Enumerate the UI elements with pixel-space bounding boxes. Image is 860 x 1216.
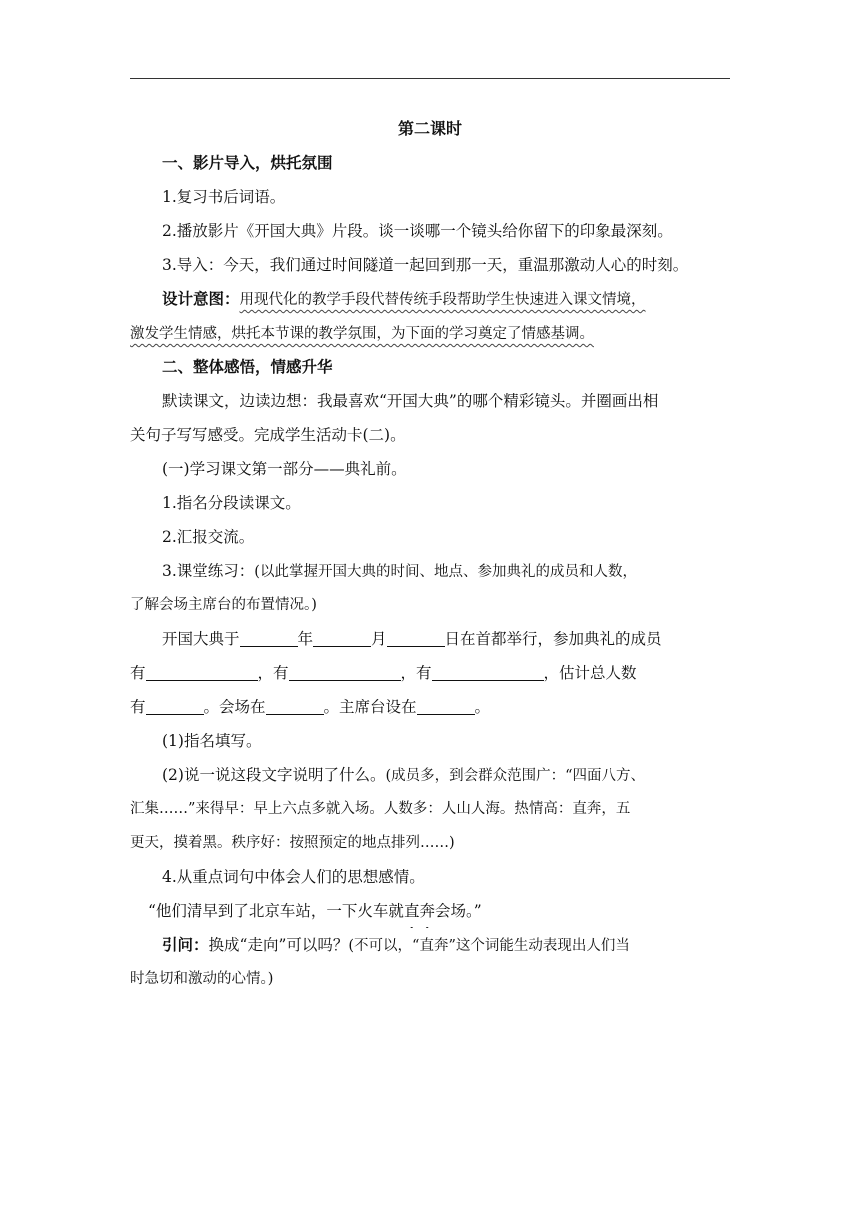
fill-in-line-3: [130, 690, 730, 724]
fill-in-line-1: [130, 622, 730, 656]
emphasis-char: 奔: [419, 902, 435, 920]
paragraph-line: 默读课文，边读边想：我最喜欢“开国大典”的哪个精彩镜头。并圈画出相: [162, 392, 659, 410]
question-text: 换成“走向”可以吗？: [208, 936, 349, 954]
question-line: [130, 928, 730, 962]
fill-text: 。会场在: [203, 698, 266, 716]
answer-text-cont: 更天，摸着黑。秩序好：按照预定的地点排列……): [130, 835, 455, 851]
list-item: 2.播放影片《开国大典》片段。谈一谈哪一个镜头给你留下的印象最深刻。: [162, 222, 673, 240]
fill-blank[interactable]: [146, 662, 258, 681]
design-intent-label: 设计意图：: [162, 290, 240, 308]
page-title: 第二课时: [397, 119, 462, 138]
fill-blank[interactable]: [417, 696, 475, 715]
design-intent-line-1: [130, 282, 730, 316]
quote-text: “他们清早到了北京车站，一下火车就: [148, 902, 404, 920]
answer-text-cont: 汇集……”来得早：早上六点多就入场。人数多：人山人海。热情高：直奔，五: [130, 801, 631, 817]
answer-text: (成员多，到会群众范围广：“四面八方、: [385, 768, 646, 784]
fill-blank[interactable]: [387, 628, 445, 647]
fill-text: 有: [130, 664, 146, 682]
section-heading-1: 一、影片导入，烘托氛围: [162, 154, 333, 172]
fill-text: 。: [474, 698, 491, 716]
list-item: 4.从重点词句中体会人们的思想感情。: [162, 868, 425, 886]
list-item: (1)指名填写。: [162, 732, 262, 750]
fill-text: ，有: [257, 664, 289, 682]
exercise-note-cont: 了解会场主席台的布置情况。): [130, 597, 317, 613]
fill-blank[interactable]: [146, 696, 204, 715]
question-label: 引问：: [162, 936, 209, 954]
fill-text: ，有: [400, 664, 432, 682]
question-text: (2)说一说这段文字说明了什么。: [162, 766, 386, 784]
fill-in-line-2: [130, 656, 730, 690]
emphasis-char: 直: [403, 902, 420, 920]
header-rule: [130, 78, 730, 79]
exercise-note: (以此掌握开国大典的时间、地点、参加典礼的成员和人数，: [254, 564, 637, 580]
list-item: [130, 248, 730, 282]
answer-text: (不可以，“直奔”这个词能生动表现出人们当: [348, 938, 630, 954]
fill-blank[interactable]: [313, 628, 371, 647]
fill-text: ，估计总人数: [543, 664, 637, 682]
document-body: [130, 112, 730, 996]
list-item: 2.汇报交流。: [162, 528, 255, 546]
fill-blank[interactable]: [289, 662, 401, 681]
quote-line: [130, 894, 730, 928]
section-heading-2: 二、整体感悟，情感升华: [162, 358, 333, 376]
fill-text: 。主席台设在: [323, 698, 417, 716]
list-item: 1.复习书后词语。: [162, 188, 286, 206]
quote-text: 会场。”: [434, 902, 482, 920]
paragraph-line: 关句子写写感受。完成学生活动卡(二)。: [130, 426, 406, 444]
intro-label: 3.导入：: [162, 256, 224, 274]
list-item: [130, 554, 730, 588]
list-item: 1.指名分段读课文。: [162, 494, 301, 512]
fill-text: 年: [297, 630, 314, 648]
fill-text: 月: [371, 630, 387, 648]
fill-blank[interactable]: [240, 628, 298, 647]
fill-text: 开国大典于: [162, 630, 240, 648]
fill-text: 日在首都举行，参加典礼的成员: [444, 630, 662, 648]
answer-text-cont: 时急切和激动的心情。): [130, 971, 274, 987]
fill-blank[interactable]: [266, 696, 324, 715]
design-intent-text: 激发学生情感，烘托本节课的教学氛围，为下面的学习奠定了情感基调。: [130, 326, 594, 342]
part-heading: (一)学习课文第一部分——典礼前。: [162, 460, 407, 478]
design-intent-line-2: [130, 316, 730, 350]
fill-blank[interactable]: [432, 662, 544, 681]
exercise-label: 3.课堂练习：: [162, 562, 255, 580]
intro-text: 今天，我们通过时间隧道一起回到那一天，重温那激动人心的时刻。: [223, 256, 689, 274]
design-intent-text: 用现代化的教学手段代替传统手段帮助学生快速进入课文情境，: [239, 292, 646, 308]
fill-text: 有: [130, 698, 146, 716]
list-item: [130, 758, 730, 792]
